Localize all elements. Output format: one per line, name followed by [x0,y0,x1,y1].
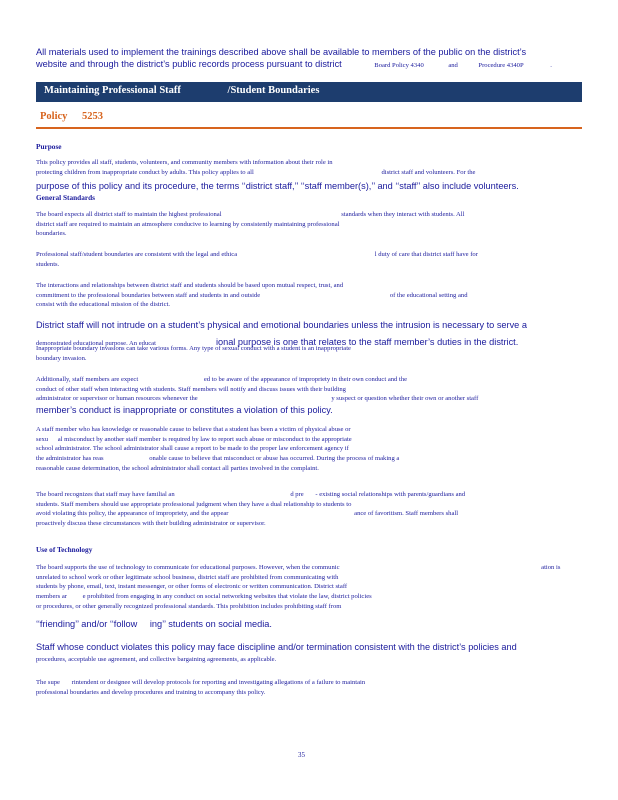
technology-line-4b: e prohibited from engaging in any conduct on social networking websites that violate the law, district policies [82,593,372,601]
intro-line-2 [36,59,582,72]
technology-paragraph [36,563,582,612]
general-p6-line-4 [36,454,582,464]
general-p4-line-3: Inappropriate boundary invasions can take various forms. Any type of sexual conduct with a student is an inappropriate [36,345,351,352]
general-p2-line-2: students. [36,260,60,268]
general-p7-line-1a: The board recognizes that staff may have familial an [36,491,175,498]
general-p7-line-3a: avoid violating this policy, the appearance of impropriety, and the appear [36,510,229,518]
procedure-link[interactable]: Procedure 4340P [478,61,524,69]
closing-paragraph-1-lead [36,642,582,654]
closing-p1-line-2: procedures, acceptable use agreement, and collective bargaining agreements, as applicable. [36,656,277,663]
general-p5-line-3a: administrator or supervisor or human resources whenever the [36,395,198,403]
general-standards-heading: General Standards [36,193,95,202]
general-paragraph-5 [36,375,582,404]
policy-number: 5253 [82,111,104,122]
closing-p2-line-2: professional boundaries and develop procedures and training to accompany this policy. [36,688,266,696]
general-p3-line-3: consist with the educational mission of the district. [36,301,171,309]
general-p2-line-1a: Professional staff/student boundaries are consistent with the legal and ethica [36,251,238,258]
purpose-line-2a: protecting children from inappropriate conduct by adults. This policy applies to all [36,168,254,176]
general-p6-line-2 [36,435,582,445]
closing-p1-line-1: Staff whose conduct violates this policy may face discipline and/or termination consistent with the district’s policies and [36,642,517,652]
general-p6-line-5: reasonable cause determination, the school administrator shall contact all parties involved in the complaint. [36,464,319,472]
technology-social-line [36,619,582,631]
section-banner [36,82,582,102]
purpose-line-1: This policy provides all staff, students, volunteers, and community members with information about their role in [36,159,333,166]
general-p7-line-2: students. Staff members should use appropriate professional judgment when they have a dual relationship to students to [36,500,352,508]
general-paragraph-3 [36,281,582,310]
general-p5-line-1b: ed to be aware of the appearance of impropriety in their own conduct and the [203,376,408,383]
technology-line-6 [36,619,582,631]
banner-title-part-1: Maintaining Professional Staff [44,85,181,96]
general-paragraph-6 [36,425,582,474]
general-p2-line-1 [36,250,582,260]
general-p4-line-1: District staff will not intrude on a student’s physical and emotional boundaries unless the intrusion is necessary to serve a [36,320,527,330]
purpose-paragraph [36,158,582,177]
general-paragraph-4-cont [36,344,582,363]
banner-title [44,85,319,96]
general-p3-line-2b: of the educational setting and [389,291,468,299]
general-p6-line-2b: al misconduct by another staff member is required by law to report such abuse or misconduct to the appropriate [57,435,352,443]
general-paragraph-2 [36,250,582,269]
intro-line-2-text: website and through the district’s public records process pursuant to district [36,58,342,69]
general-p7-line-1b: d pre [290,491,304,498]
policy-label [40,111,103,122]
general-p5-line-3 [36,394,582,404]
technology-line-3: students by phone, email, text, instant messenger, or other forms of electronic or written communication. District staff [36,583,348,591]
technology-line-1b: ation is [541,564,561,571]
technology-line-1a: The board supports the use of technology to communicate for educational purposes. However, when the communic [36,564,340,571]
general-p1-line-3: boundaries. [36,230,67,238]
general-p4-line-4: boundary invasion. [36,354,87,362]
purpose-volunteers-line [36,181,582,193]
general-p7-line-1 [36,490,582,500]
general-p3-line-1: The interactions and relationships between district staff and students should be based upon mutual respect, trust, and [36,282,344,289]
general-p6-line-2a: sexu [36,435,49,443]
purpose-line-2 [36,168,582,178]
general-p4-line-2a: demonstrated educational purpose. An educat [36,340,156,347]
general-p7-line-1c: - existing social relationships with parents/guardians and [315,491,466,498]
banner-title-part-2: /Student Boundaries [227,85,320,96]
board-policy-link[interactable]: Board Policy 4340 [374,61,424,69]
closing-p2-line-1a: The supe [36,679,60,686]
general-p5-line-2: conduct of other staff when interacting with students. Staff members will notify and discuss issues with their building [36,385,346,393]
purpose-heading: Purpose [36,142,62,151]
general-paragraph-7 [36,490,582,529]
general-p3-line-2 [36,291,582,301]
general-p5-line-1a: Additionally, staff members are expect [36,376,139,383]
general-p1-line-1a: The board expects all district staff to maintain the highest professional [36,211,222,218]
purpose-line-3: purpose of this policy and its procedure, the terms ‘‘district staff,’’ ‘‘staff member(s),’’ and ‘‘staff’’ also include volunteers. [36,181,519,191]
technology-line-1 [36,563,582,573]
general-p3-line-2a: commitment to the professional boundaries between staff and students in and outside [36,291,261,299]
closing-paragraph-1 [36,655,582,665]
intro-paragraph [36,47,582,71]
policy-word: Policy [40,111,68,122]
general-p5-line-3b: y suspect or question whether their own or another staff [331,395,479,403]
general-p2-line-1b: l duty of care that district staff have for [374,251,478,258]
general-p5-line-1 [36,375,582,385]
general-p6-line-3: school administrator. The school administrator shall cause a report to be made to the proper law enforcement agency if [36,445,349,453]
purpose-line-2b: district staff and volunteers. For the [381,168,476,176]
technology-line-4 [36,592,582,602]
general-paragraph-4-lead [36,320,582,332]
general-p7-line-3b: ance of favoritism. Staff members shall [354,510,459,518]
closing-p2-line-1b: rintendent or designee will develop protocols for reporting and investigating allegations of a failure to maintain [71,679,366,686]
general-p6-line-4b: onable cause to believe that misconduct or abuse has occurred. During the process of making a [149,455,400,463]
technology-line-6b: ing’’ students on social media. [149,619,272,629]
general-paragraph-5-end [36,405,582,417]
technology-line-5: or procedures, or other generally recognized professional standards. This prohibition includes prohibiting staff from [36,602,342,610]
general-p7-line-3 [36,509,582,519]
orange-divider [36,127,582,129]
general-p6-line-4a: the administrator has reas [36,455,104,463]
technology-line-4a: members ar [36,593,67,601]
general-p6-line-1: A staff member who has knowledge or reasonable cause to believe that a student has been a victim of physical abuse or [36,426,351,433]
intro-and: and [448,61,458,69]
technology-line-6a: ‘‘friending’’ and/or ‘‘follow [36,619,138,629]
general-p5-line-4: member’s conduct is inappropriate or constitutes a violation of this policy. [36,405,333,415]
technology-heading: Use of Technology [36,545,93,554]
general-p1-line-1 [36,210,582,220]
intro-line-1: All materials used to implement the trainings described above shall be available to members of the public on the district’s [36,47,527,57]
page-number: 35 [298,751,305,759]
closing-paragraph-2 [36,678,582,697]
general-p1-line-1b: standards when they interact with students. All [341,211,465,218]
technology-line-2: unrelated to school work or other legitimate school business, district staff are prohibited from communicating with [36,573,339,581]
general-paragraph-1 [36,210,582,239]
closing-p2-line-1 [36,678,582,688]
general-p7-line-4: proactively discuss these circumstances with their building administrator or supervisor. [36,520,266,528]
general-p4-line-2b: ional purpose is one that relates to the staff member’s duties in the district. [215,337,519,347]
general-p1-line-2: district staff are required to maintain an atmosphere conducive to learning by consistently maintaining professional [36,220,340,228]
intro-period: . [550,61,552,69]
